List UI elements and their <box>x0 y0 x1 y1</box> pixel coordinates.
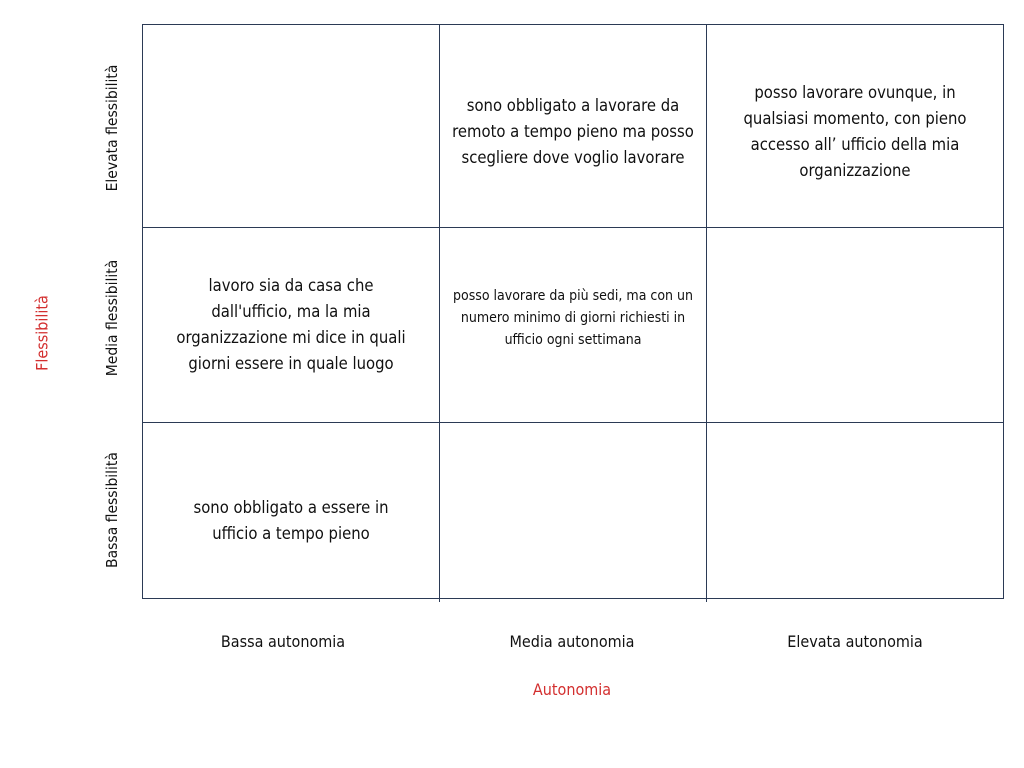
cell-high-flex-high-auto <box>707 25 1003 239</box>
cell-low-flex-low-auto-text: sono obbligato a essere in ufficio a tempo pieno <box>193 498 389 543</box>
cell-mid-flex-low-auto-text: lavoro sia da casa che dall'ufficio, ma la mia organizzazione mi dice in quali giorni essere in quale luogo <box>176 276 406 373</box>
row-label-medium-flexibility-text: Media flessibilità <box>103 259 121 377</box>
row-label-high-flexibility-text: Elevata flessibilità <box>103 64 121 192</box>
column-label-medium-autonomy: Media autonomia <box>509 632 635 651</box>
cell-high-flex-high-auto-text: posso lavorare ovunque, in qualsiasi momento, con pieno accesso all’ ufficio della mia organizzazione <box>743 83 967 180</box>
column-label-low-autonomy: Bassa autonomia <box>220 632 346 651</box>
cell-mid-flex-mid-auto-text: posso lavorare da più sedi, ma con un numero minimo di giorni richiesti in ufficio ogni settimana <box>453 288 693 348</box>
cell-high-flex-mid-auto <box>440 25 706 239</box>
cell-low-flex-mid-auto <box>440 423 706 599</box>
cell-low-flex-high-auto <box>707 423 1003 599</box>
cell-low-flex-low-auto <box>143 423 439 619</box>
cell-mid-flex-low-auto <box>143 228 439 422</box>
column-label-high-autonomy: Elevata autonomia <box>787 632 923 651</box>
cell-mid-flex-mid-auto <box>440 228 706 408</box>
flexibility-autonomy-matrix <box>142 24 1004 599</box>
y-axis-title-text: Flessibilità <box>32 295 52 371</box>
row-label-low-flexibility-text: Bassa flessibilità <box>103 452 121 568</box>
x-axis-title: Autonomia <box>532 680 612 699</box>
cell-high-flex-mid-auto-text: sono obbligato a lavorare da remoto a tempo pieno ma posso scegliere dove voglio lavorare <box>452 96 694 167</box>
cell-mid-flex-high-auto <box>707 228 1003 422</box>
cell-high-flex-low-auto <box>143 25 439 227</box>
